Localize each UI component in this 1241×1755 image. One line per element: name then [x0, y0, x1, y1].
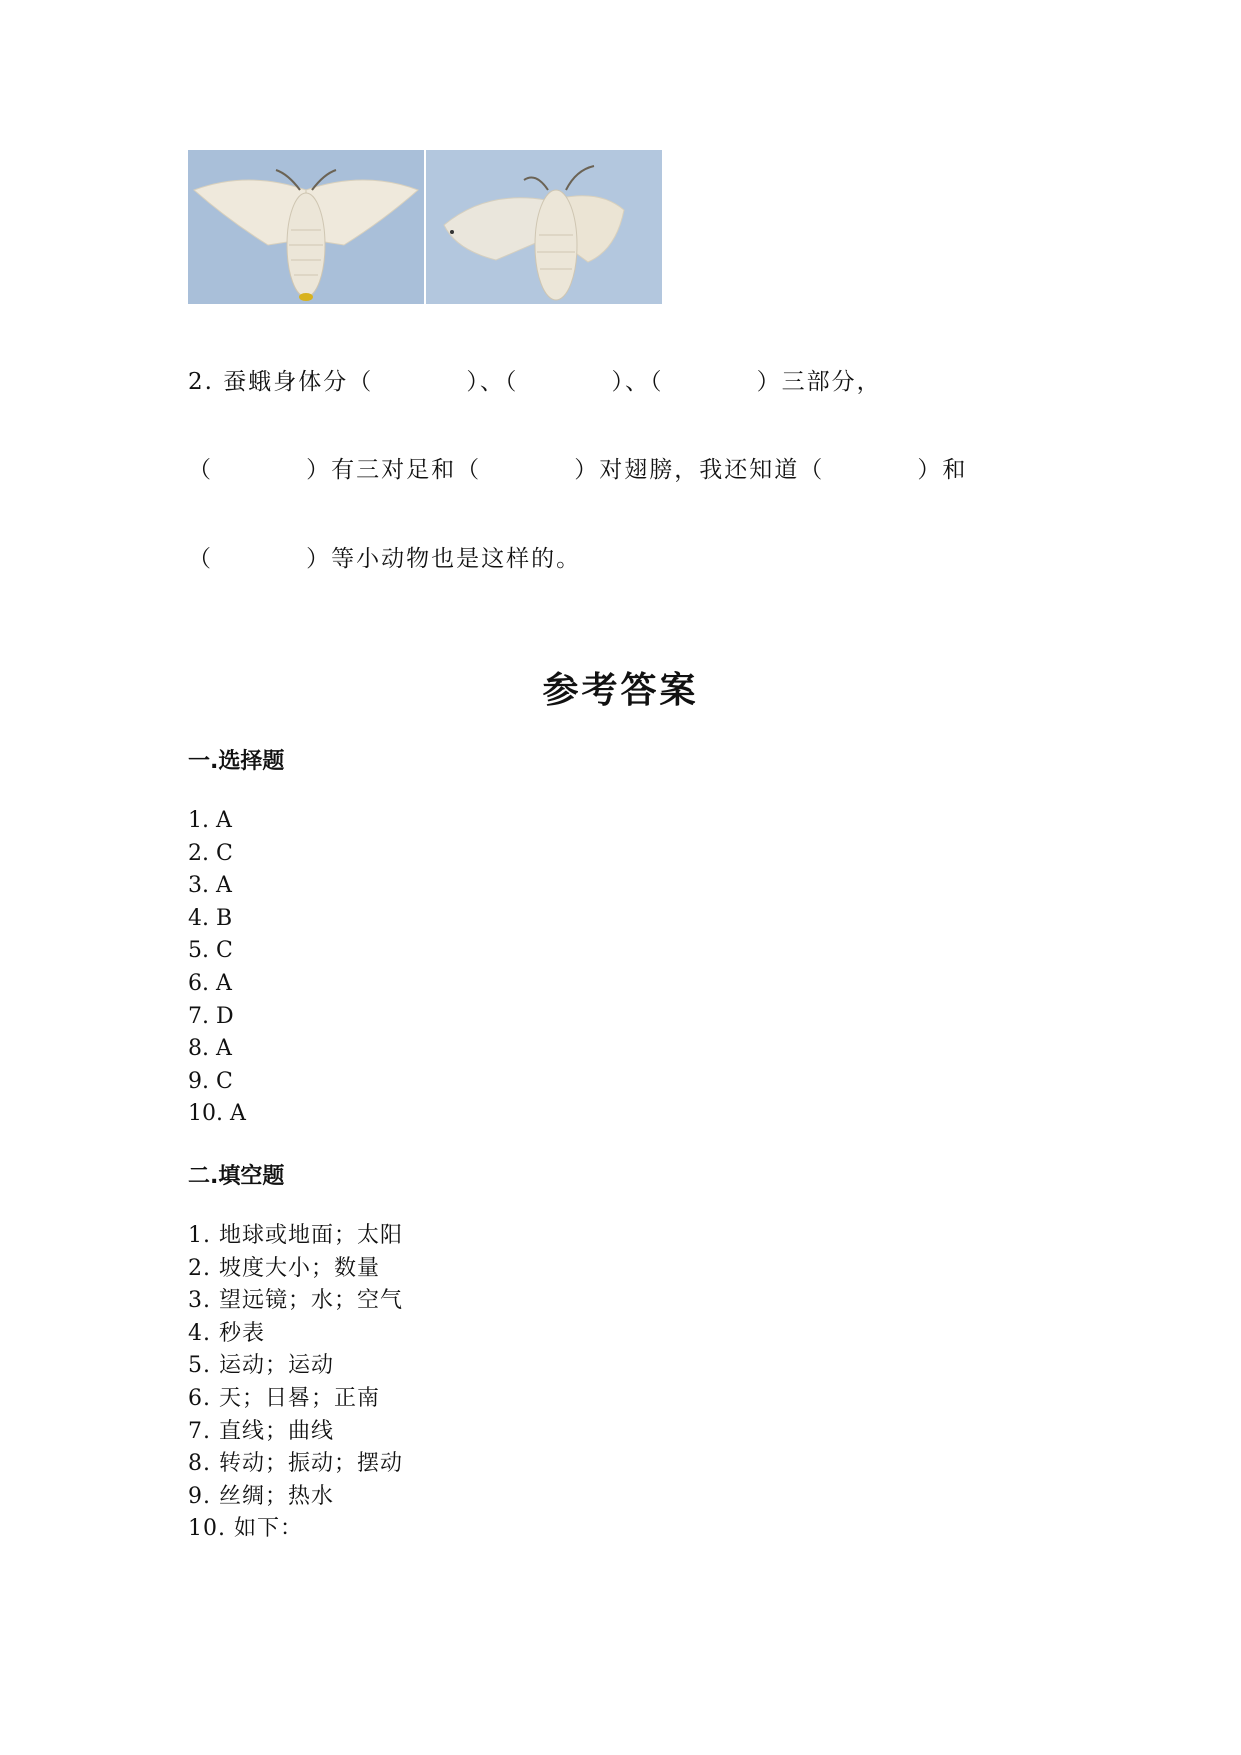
section-2-heading: 二.填空题 — [188, 1164, 285, 1189]
question-2-line-1: 2. 蚕蛾身体分（ ）、（ ）、（ ）三部分， — [188, 369, 882, 395]
list-item: 2. 坡度大小；数量 — [188, 1255, 380, 1281]
list-item: 10. 如下： — [188, 1516, 303, 1542]
list-item: 4. 秒表 — [188, 1320, 265, 1346]
list-item: 9. 丝绸；热水 — [188, 1483, 334, 1509]
question-2-line-2: （ ）有三对足和（ ）对翅膀，我还知道（ ）和 — [188, 457, 968, 483]
fill-answers-list — [188, 1220, 403, 1546]
list-item: 1. 地球或地面；太阳 — [188, 1223, 403, 1248]
list-item: 8. 转动；振动；摆动 — [188, 1451, 403, 1477]
choice-answers-list — [188, 805, 246, 1131]
question-2-line-3: （ ）等小动物也是这样的。 — [188, 546, 582, 572]
list-item: 10. A — [188, 1101, 246, 1127]
section-1-heading: 一.选择题 — [188, 749, 285, 774]
list-item: 4. B — [188, 905, 233, 931]
moth-photos — [188, 150, 662, 304]
list-item: 5. 运动；运动 — [188, 1353, 334, 1379]
list-item: 7. 直线；曲线 — [188, 1418, 334, 1444]
silkworm-moth-photo-2 — [426, 150, 662, 304]
list-item: 7. D — [188, 1003, 234, 1029]
silkworm-moth-photo-1 — [188, 150, 424, 304]
list-item: 3. 望远镜；水；空气 — [188, 1288, 403, 1314]
list-item: 8. A — [188, 1036, 232, 1062]
answers-title: 参考答案 — [542, 670, 699, 711]
list-item: 9. C — [188, 1068, 233, 1094]
list-item: 6. A — [188, 970, 232, 996]
list-item: 2. C — [188, 840, 233, 866]
list-item: 3. A — [188, 873, 232, 899]
list-item: 6. 天；日晷；正南 — [188, 1385, 380, 1411]
list-item: 5. C — [188, 938, 233, 964]
list-item: 1. A — [188, 808, 232, 833]
